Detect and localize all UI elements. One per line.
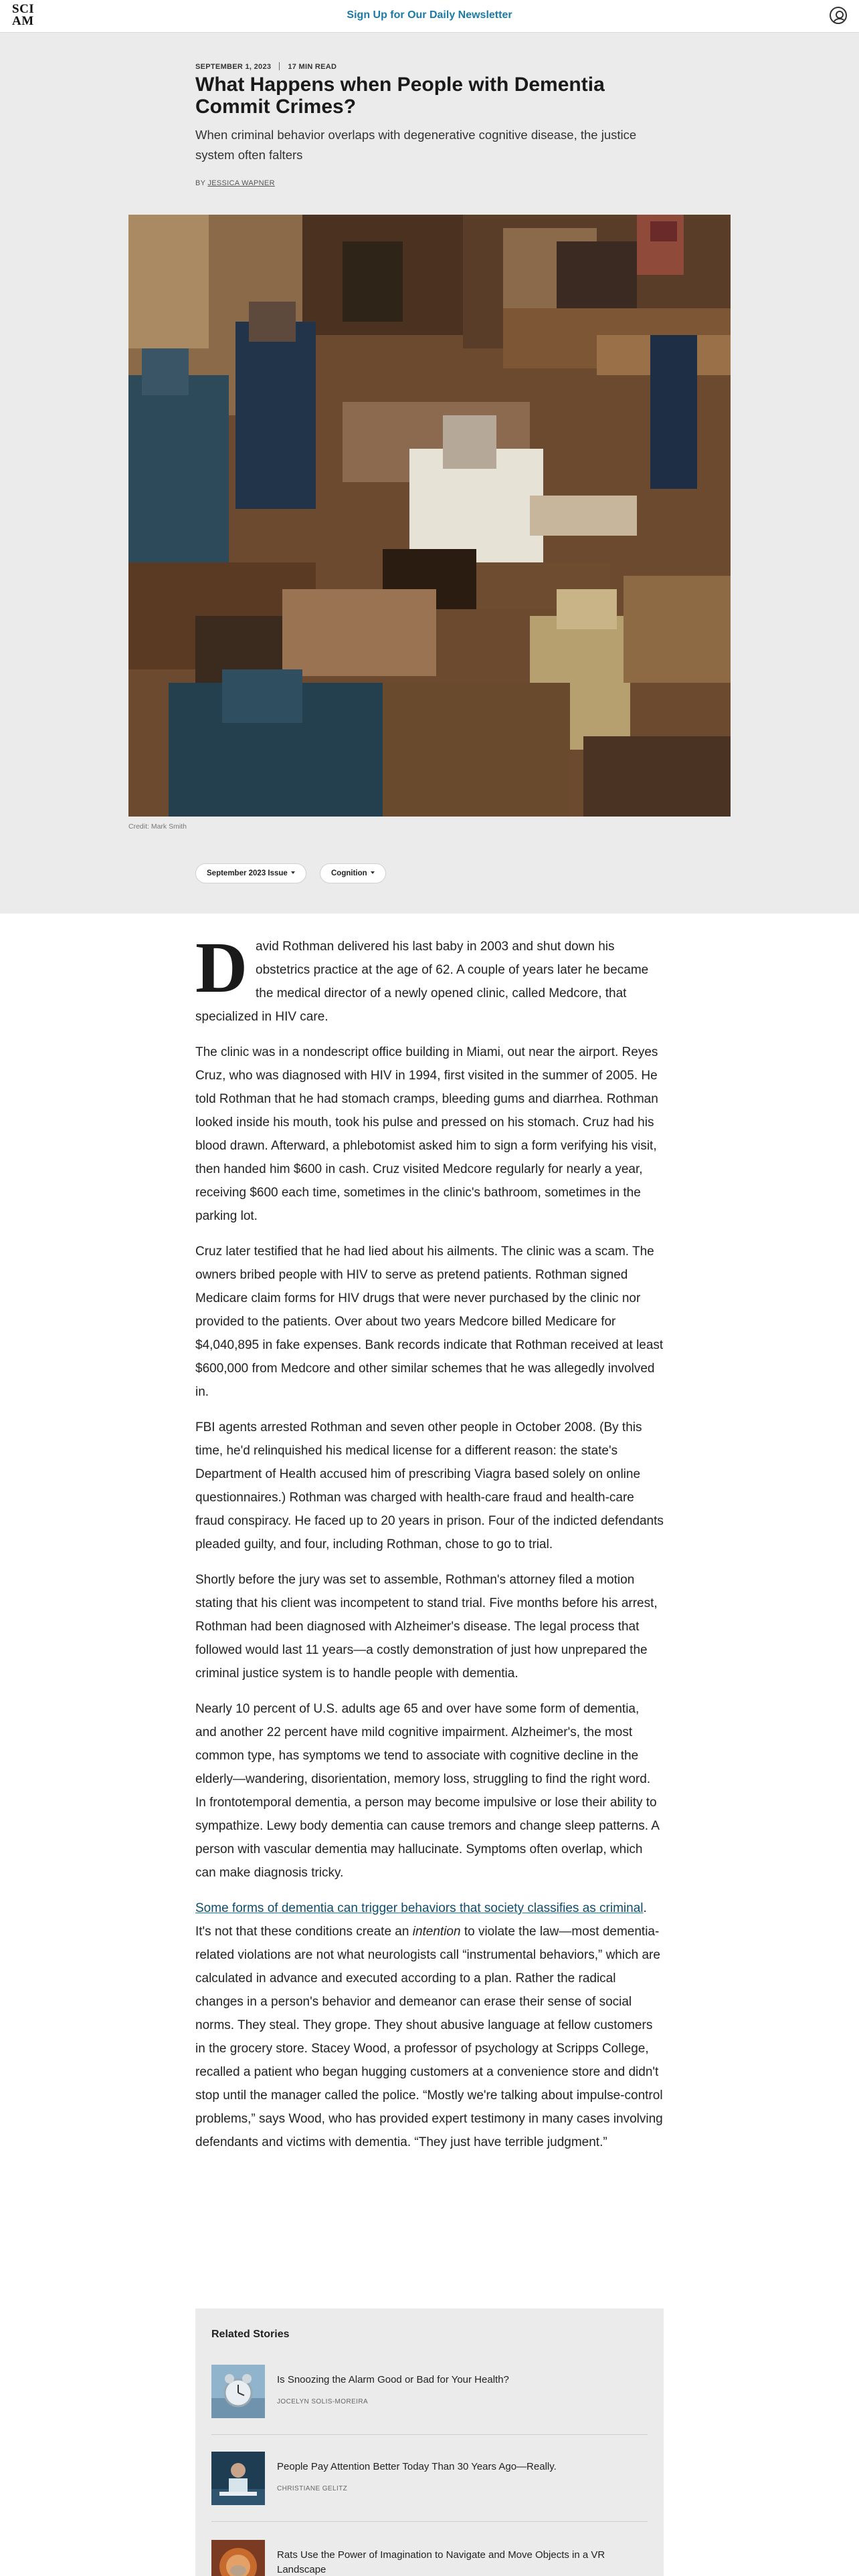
article-meta (195, 62, 337, 71)
paragraph-4: FBI agents arrested Rothman and seven other people in October 2008. (By this time, he'd relinquished his medical license for a different reason: the state's Department of Health accused him of prescribing Viagra based solely on online questionnaires.) Rothman was charged with health-care fraud and health-care fraud conspiracy. He faced up to 20 years in prison. Four of the indicted defendants pleaded guilty, and four, including Rothman, chose to go to trial. (195, 1420, 664, 1551)
paragraph-7-text-a: . It's not that these conditions create an (195, 1901, 647, 1939)
logo-line-2: AM (12, 14, 34, 28)
byline (195, 179, 275, 187)
related-thumbnail (211, 2365, 265, 2418)
article-hero (0, 33, 859, 914)
related-stories (195, 2309, 664, 2576)
paragraph-1 (195, 928, 664, 1029)
related-stories-title: Related Stories (211, 2329, 290, 2340)
author-link[interactable]: JESSICA WAPNER (207, 179, 275, 187)
paragraph-5: Shortly before the jury was set to assemble, Rothman's attorney filed a motion stating that his client was incompetent to stand trial. Five months before his arrest, Rothman had been diagnosed with Alzheimer's disease. The legal process that followed would last 11 years—a costly demonstration of just how unprepared the criminal justice system is to handle people with dementia. (195, 1573, 658, 1681)
related-headline[interactable]: Is Snoozing the Alarm Good or Bad for Your Health? (277, 2374, 509, 2385)
paragraph-6: Nearly 10 percent of U.S. adults age 65 and over have some form of dementia, and another 22 percent have mild cognitive impairment. Alzheimer's, the most common type, has symptoms we tend to associate with cognitive decline in the elderly—wandering, disorientation, memory loss, struggling to find the right word. In frontotemporal dementia, a person may become impulsive or lose their ability to sympathize. Lewy body dementia can cause tremors and change sleep patterns. A person with vascular dementia may hallucinate. Symptoms often overlap, which can make diagnosis tricky. (195, 1702, 659, 1880)
article-title: What Happens when People with Dementia Commit Crimes? (195, 74, 605, 118)
courtroom-photo (128, 215, 731, 817)
paragraph-7-text-b: to violate the law—most dementia-related violations are not what neurologists call “instrumental behaviors,” which are calculated in advance and executed according to a plan. Rather the radical changes in a person's behavior and demeanor can erase their sense of social norms. They steal. They grope. They shout abusive language at fellow customers in the grocery store. Stacey Wood, a professor of psychology at Scripps College, recalled a patient who began hugging customers at a convenience store and didn't stop until the manager called the police. “Mostly we're talking about impulse-control problems,” says Wood, who has provided expert testimony in many cases involving defendants and victims with dementia. “They just have terrible judgment.” (195, 1925, 663, 2149)
paragraph-7 (195, 1897, 664, 2154)
paragraph-2: The clinic was in a nondescript office building in Miami, out near the airport. Reyes Cruz, who was diagnosed with HIV in 1994, first visited in the summer of 2005. He told Rothman that he had stomach cramps, bleeding gums and diarrhea. Rothman looked inside his mouth, took his pulse and pressed on his stomach. Cruz had his blood drawn. Afterward, a phlebotomist asked him to sign a form verifying his visit, then handed him $600 in cash. Cruz visited Medcore regularly for nearly a year, receiving $600 each time, sometimes in the clinic's bathroom, sometimes in the parking lot. (195, 1045, 658, 1223)
article-dek: When criminal behavior overlaps with degenerative cognitive disease, the justice system often falters (195, 128, 637, 162)
related-author: JOCELYN SOLIS-MOREIRA (277, 2398, 369, 2405)
hero-image (128, 215, 731, 817)
paragraph-3: Cruz later testified that he had lied about his ailments. The clinic was a scam. The owners bribed people with HIV to serve as pretend patients. Rothman signed Medicare claim forms for HIV drugs that were never purchased by the clinic nor provided to the patients. Over about two years Medcore billed Medicare for $4,040,895 in fake expenses. Bank records indicate that Rothman received at least $600,000 from Medcore and other similar schemes that he was allegedly involved in. (195, 1245, 664, 1399)
newsletter-signup-link[interactable]: Sign Up for Our Daily Newsletter (347, 9, 512, 21)
related-thumbnail (211, 2540, 265, 2576)
tag-issue[interactable] (195, 863, 306, 883)
person-reading-image (211, 2452, 265, 2505)
account-shoulders-shape (833, 18, 846, 24)
related-story-item[interactable] (211, 2365, 648, 2418)
rat-image (211, 2540, 265, 2576)
related-story-item[interactable] (211, 2540, 648, 2576)
byline-prefix: BY (195, 179, 206, 187)
tag-issue-label: September 2023 Issue (207, 869, 288, 877)
article-body (195, 928, 664, 2166)
related-divider (211, 2521, 648, 2522)
paragraph-1-text: avid Rothman delivered his last baby in 2003 and shut down his obstetrics practice at the age of 62. A couple of years later he became the medical director of a newly opened clinic, called Medcore, that specialized in HIV care. (195, 940, 649, 1024)
logo-line-1: SCI (12, 2, 35, 16)
image-credit: Credit: Mark Smith (128, 823, 187, 831)
related-divider (211, 2434, 648, 2435)
tag-topic[interactable] (320, 863, 386, 883)
related-story-item[interactable] (211, 2452, 648, 2505)
related-thumbnail (211, 2452, 265, 2505)
drop-cap: D (195, 928, 248, 1008)
chevron-down-icon (291, 871, 295, 874)
read-time: 17 MIN READ (288, 63, 337, 71)
related-author: CHRISTIANE GELITZ (277, 2485, 348, 2492)
inline-article-link[interactable]: Some forms of dementia can trigger behaviors that society classifies as criminal (195, 1901, 644, 1915)
paragraph-7-emphasis: intention (412, 1925, 461, 1939)
site-header (0, 0, 859, 33)
related-headline[interactable]: People Pay Attention Better Today Than 30 Years Ago—Really. (277, 2461, 557, 2472)
related-headline[interactable]: Rats Use the Power of Imagination to Navigate and Move Objects in a VR Landscape (277, 2549, 605, 2575)
meta-separator (279, 62, 280, 70)
user-account-icon[interactable] (830, 7, 847, 24)
article-date: SEPTEMBER 1, 2023 (195, 63, 272, 71)
tag-topic-label: Cognition (331, 869, 367, 877)
chevron-down-icon (371, 871, 375, 874)
alarm-clock-icon (211, 2365, 265, 2418)
